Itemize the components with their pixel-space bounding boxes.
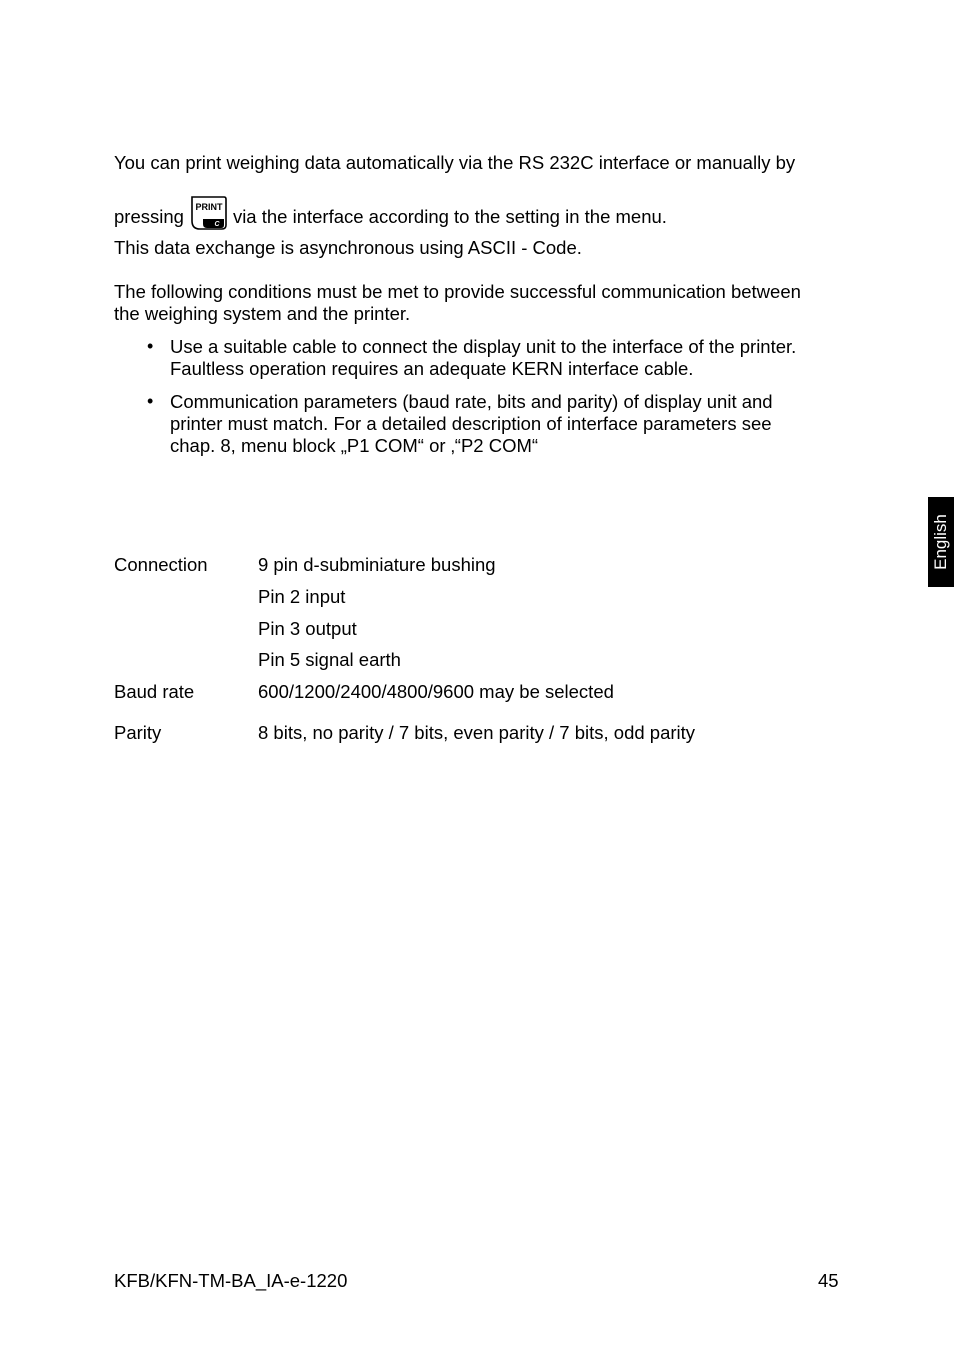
print-key-bottom-label: C — [214, 221, 220, 228]
footer-doc-id: KFB/KFN-TM-BA_IA-e-1220 — [114, 1270, 348, 1291]
bullet-line: printer must match. For a detailed description of interface parameters see — [170, 413, 772, 434]
intro-line-2-before: pressing — [114, 206, 184, 227]
bullet-line: chap. 8, menu block „P1 COM“ or ‚“P2 COM“ — [170, 435, 539, 456]
conditions-line-2: the weighing system and the printer. — [114, 303, 411, 324]
ascii-paragraph: This data exchange is asynchronous using ASCII - Code. — [114, 237, 582, 258]
spec-value-connection: 9 pin d-subminiature bushing — [258, 554, 496, 575]
spec-label-baud: Baud rate — [114, 681, 195, 702]
spec-value-pin2: Pin 2 input — [258, 586, 346, 607]
print-key-icon — [189, 195, 227, 231]
language-side-tab-label: English — [931, 514, 950, 570]
bullet-line: Use a suitable cable to connect the display unit to the interface of the printer. — [170, 336, 797, 357]
spec-label-parity: Parity — [114, 722, 162, 743]
spec-value-baud: 600/1200/2400/4800/9600 may be selected — [258, 681, 614, 702]
spec-label-connection: Connection — [114, 554, 208, 575]
print-key-top-label: PRINT — [195, 202, 223, 212]
intro-line-2-after: via the interface according to the setting in the menu. — [232, 206, 667, 227]
bullet-text — [170, 336, 796, 380]
spec-value-parity: 8 bits, no parity / 7 bits, even parity / 7 bits, odd parity — [258, 722, 696, 743]
intro-line-1: You can print weighing data automatically via the RS 232C interface or manually by — [114, 152, 796, 173]
bullet-text — [170, 391, 773, 457]
spec-value-pin5: Pin 5 signal earth — [258, 649, 401, 670]
intro-line-2 — [114, 192, 667, 228]
bullet-dot: • — [147, 391, 154, 411]
language-side-tab — [928, 497, 954, 587]
conditions-line-1: The following conditions must be met to provide successful communication between — [114, 281, 801, 302]
footer-page-number: 45 — [818, 1270, 839, 1291]
spec-value-pin3: Pin 3 output — [258, 618, 357, 639]
bullet-dot: • — [147, 336, 154, 356]
bullet-line: Faultless operation requires an adequate KERN interface cable. — [170, 358, 694, 379]
bullet-line: Communication parameters (baud rate, bits and parity) of display unit and — [170, 391, 773, 412]
